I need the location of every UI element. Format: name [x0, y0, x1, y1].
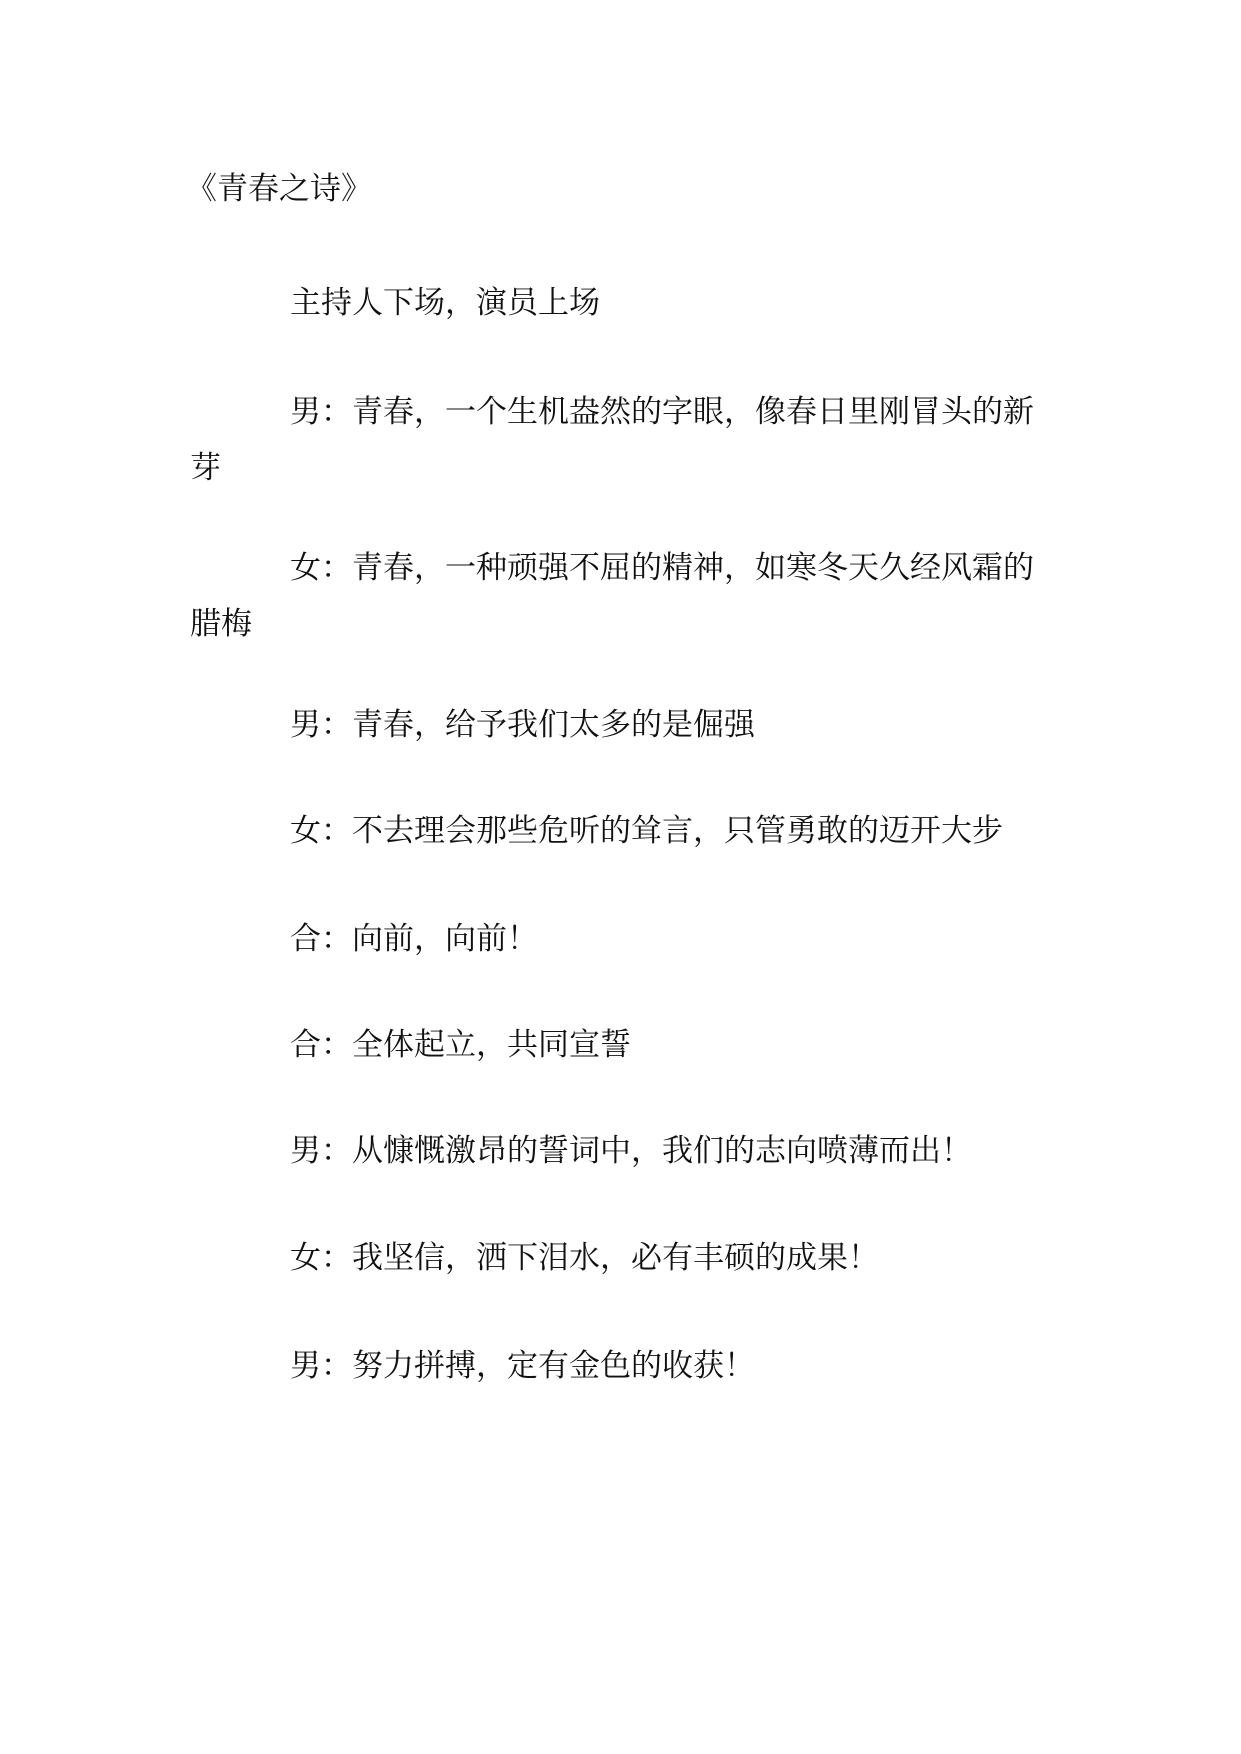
dialogue-line: 女：我坚信，洒下泪水，必有丰硕的成果！ — [290, 1240, 879, 1276]
dialogue-line: 合：向前，向前！ — [290, 921, 538, 957]
dialogue-line: 男：努力拼搏，定有金色的收获！ — [290, 1348, 755, 1384]
dialogue-line: 男：青春，给予我们太多的是倔强 — [290, 707, 755, 743]
dialogue-line: 合：全体起立，共同宣誓 — [290, 1027, 631, 1063]
stage-direction: 主持人下场，演员上场 — [290, 285, 600, 321]
dialogue-line: 女：青春，一种顽强不屈的精神，如寒冬天久经风霜的腊梅 — [190, 550, 1034, 642]
dialogue-line: 男：从慷慨激昂的誓词中，我们的志向喷薄而出！ — [290, 1133, 972, 1169]
dialogue-line: 女：不去理会那些危听的耸言，只管勇敢的迈开大步 — [290, 813, 1003, 849]
dialogue-line: 男：青春，一个生机盎然的字眼，像春日里刚冒头的新芽 — [190, 394, 1034, 486]
document-title: 《青春之诗》 — [186, 171, 372, 207]
